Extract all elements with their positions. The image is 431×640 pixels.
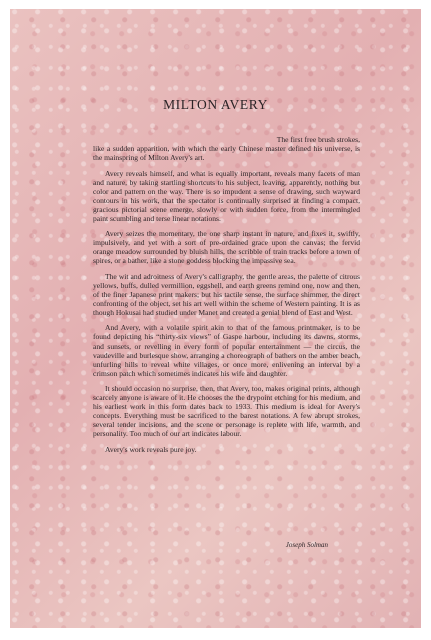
page-title: MILTON AVERY (163, 97, 268, 112)
paragraph-7: Avery's work reveals pure joy. (105, 444, 197, 454)
paragraph-3: Avery seizes the momentary, the one sharp instant in nature, and fixes it, swiftly, impulsively, and yet with a sort of pre-ordained grace upon the canvas; the fervid orange meadow surrounded by bluish hills, the scribble of train tracks before a town of spires, or a bather, like a stone goddess blocking the impassive sea. (93, 229, 360, 266)
paragraph-1-lead: The first free brush strokes, (276, 135, 360, 144)
paragraph-4: The wit and adroitness of Avery's calligraphy, the gentle areas, the palette of citrous yellows, buffs, dulled vermillion, eggshell, and earth greens remind one, now and then, of the finer Japanese print makers; but his tactile sense, the surface shimmer, the direct confronting of the object, set his art well within the scheme of Western painting. It is as though Hokusai had studied under Manet and created a genial blend of East and West. (93, 271, 360, 317)
essay-body (93, 135, 360, 460)
paragraph-1-rest: like a sudden apparition, with which the early Chinese master defined his universe, is the mainspring of Milton Avery's art. (93, 144, 360, 163)
author-signature: Joseph Solman (285, 541, 328, 549)
paragraph-2: Avery reveals himself, and what is equally important, reveals many facets of man and nature, by taking startling shortcuts to his subject, leaving, apparently, nothing but color and pattern on the way. There is so impudent a sense of drawing, such wayward contours in his work, that the spectator is continually surprised at finding a compact, gracious pictorial scene emerge, slowly or with sudden force, from the intermingled paint scumbling and terse linear notations. (93, 168, 360, 223)
paragraph-6: It should occasion no surprise, then, that Avery, too, makes original prints, although scarcely anyone is aware of it. He chooses the the drypoint etching for his medium, and his earliest work in this form dates back to 1933. This medium is ideal for Avery's concepts. Everything must be sacrificed to the barest notations. A few abrupt strokes, several tender incisions, and the scene or personage is replete with life, warmth, and personality. Too much of our art indicates labour. (93, 384, 360, 439)
paragraph-1 (93, 135, 360, 162)
paragraph-5: And Avery, with a volatile spirit akin to that of the famous printmaker, is to be found depicting his “thirty-six views” of Gaspe harbour, including its dawns, storms, and sunsets, or revelling in every form of popular entertainment — the circus, the vaudeville and burlesque show, arranging a choreograph of bathers on the amber beach, unfurling hills to reveal white villages, or once more, enlivening an interval by a crimson patch which sometimes indicates his wife and daughter. (93, 323, 360, 378)
paper-page (10, 9, 421, 628)
